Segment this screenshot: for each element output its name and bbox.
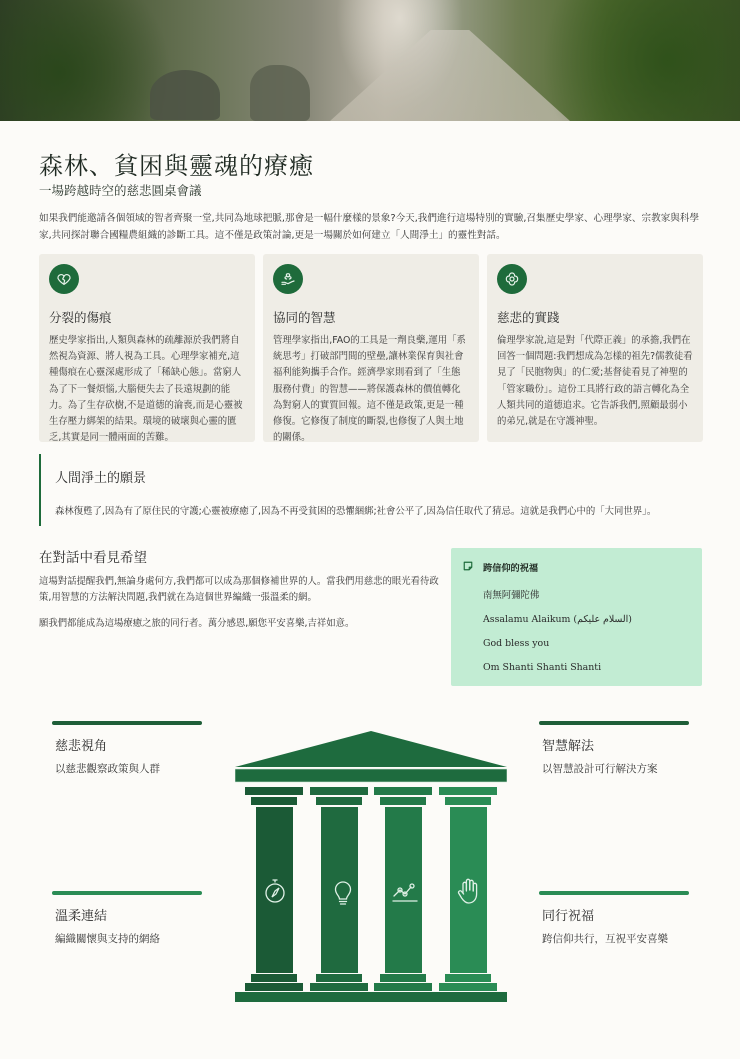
blessing-item: 南無阿彌陀佛 [483,590,540,601]
temple-column-3 [374,787,432,991]
pillar-title: 同行祝福 [542,909,595,924]
pillar-desc: 編織關懷與支持的網絡 [55,933,160,945]
card-wisdom [263,254,479,442]
pillar-title: 慈悲視角 [55,739,108,754]
hero-rock [150,70,220,120]
note-icon [463,561,473,574]
pillar-title: 智慧解法 [542,739,595,754]
pillar-label-compassion [52,721,202,776]
card-body: 歷史學家指出,人類與森林的疏離源於我們將自然視為資源、將人視為工具。心理學家補充,這種傷痕在心靈深處形成了「稀缺心態」。當窮人為了下一餐煩惱,大腦便失去了長遠規劃的能力。為了生存砍樹,不是道德的淪喪,而是心靈被生存壓力綁架的結果。環境的破壞與心靈的匱乏,其實是同一體兩面的苦難。 [49,335,243,444]
temple-base [235,992,507,1002]
hope-paragraph: 願我們都能成為這場療癒之旅的同行者。萬分感恩,願您平安喜樂,吉祥如意。 [39,618,355,629]
card-body: 管理學家指出,FAO的工具是一劑良藥,運用「系統思考」打破部門間的壁壘,讓林業保育與社會福利能夠攜手合作。經濟學家則看到了「生態服務付費」的智慧——將保護森林的價值轉化為對窮人的實質回報。這不僅是政策,更是一種修復。它修復了制度的斷裂,也修復了人與土地的關係。 [273,335,466,444]
temple-beam [235,769,507,782]
card-title: 慈悲的實踐 [497,310,560,325]
pillar-label-connection [52,891,202,946]
accent-bar [539,891,689,895]
blessing-item: God bless you [483,638,550,649]
accent-bar [52,721,202,725]
hope-title: 在對話中看見希望 [39,550,147,566]
hero-image [0,0,740,121]
hand-sprout-icon [273,264,303,294]
pillar-label-wisdom [539,721,689,776]
vision-title: 人間淨土的願景 [55,471,147,486]
card-division [39,254,255,442]
card-compassion [487,254,703,442]
temple-roof [235,731,507,767]
pillar-desc: 跨信仰共行，互祝平安喜樂 [542,933,668,945]
accent-bar [52,891,202,895]
card-body: 倫理學家說,這是對「代際正義」的承擔,我們在回答一個問題:我們想成為怎樣的祖先?儒教徒看見了「民胞物與」的仁愛;基督徒看見了神聖的「管家職份」。這份工具將行政的語言轉化為全人類共同的道德追求。它告訴我們,照顧最弱小的弟兄,就是在守護神聖。 [497,335,693,428]
blessing-item: Om Shanti Shanti Shanti [483,662,602,673]
blessings-title: 跨信仰的祝福 [483,563,539,574]
page-subtitle: 一場跨越時空的慈悲圓桌會議 [39,183,202,198]
hope-paragraph: 這場對話提醒我們,無論身處何方,我們都可以成為那個修補世界的人。當我們用慈悲的眼光看待政策,用智慧的方法解決問題,我們就在為這個世界編織一張溫柔的網。 [39,576,439,603]
flower-icon [497,264,527,294]
vision-quote [39,454,704,526]
hero-rock [250,65,310,121]
pillar-title: 溫柔連結 [55,909,108,924]
pillar-desc: 以智慧設計可行解決方案 [542,763,658,775]
blessings-box [451,548,702,686]
card-title: 分裂的傷痕 [49,310,112,325]
temple-column-1 [245,787,303,991]
card-title: 協同的智慧 [273,310,336,325]
temple-column-2 [310,787,368,991]
pillar-label-blessing [539,891,689,946]
intro-paragraph: 如果我們能邀請各個領域的智者齊聚一堂,共同為地球把脈,那會是一幅什麼樣的景象?今天,我們進行這場特別的實驗,召集歷史學家、心理學家、宗教家與科學家,共同探討聯合國糧農組織的診斷工具。這不僅是政策討論,更是一場關於如何建立「人間淨土」的靈性對話。 [39,213,700,241]
temple-column-4 [439,787,497,991]
temple-diagram [235,731,507,1003]
vision-body: 森林復甦了,因為有了原住民的守護;心靈被療癒了,因為不再受貧困的恐懼綑綁;社會公平了,因為信任取代了猜忌。這就是我們心中的「大同世界」。 [55,506,657,517]
broken-heart-icon [49,264,79,294]
hero-foliage-right [500,0,740,121]
blessing-item: Assalamu Alaikum (السلام عليكم) [483,614,632,625]
blessings-header [463,560,690,574]
page-title: 森林、貧困與靈魂的療癒 [39,152,314,180]
pillar-desc: 以慈悲觀察政策與人群 [55,763,160,775]
accent-bar [539,721,689,725]
